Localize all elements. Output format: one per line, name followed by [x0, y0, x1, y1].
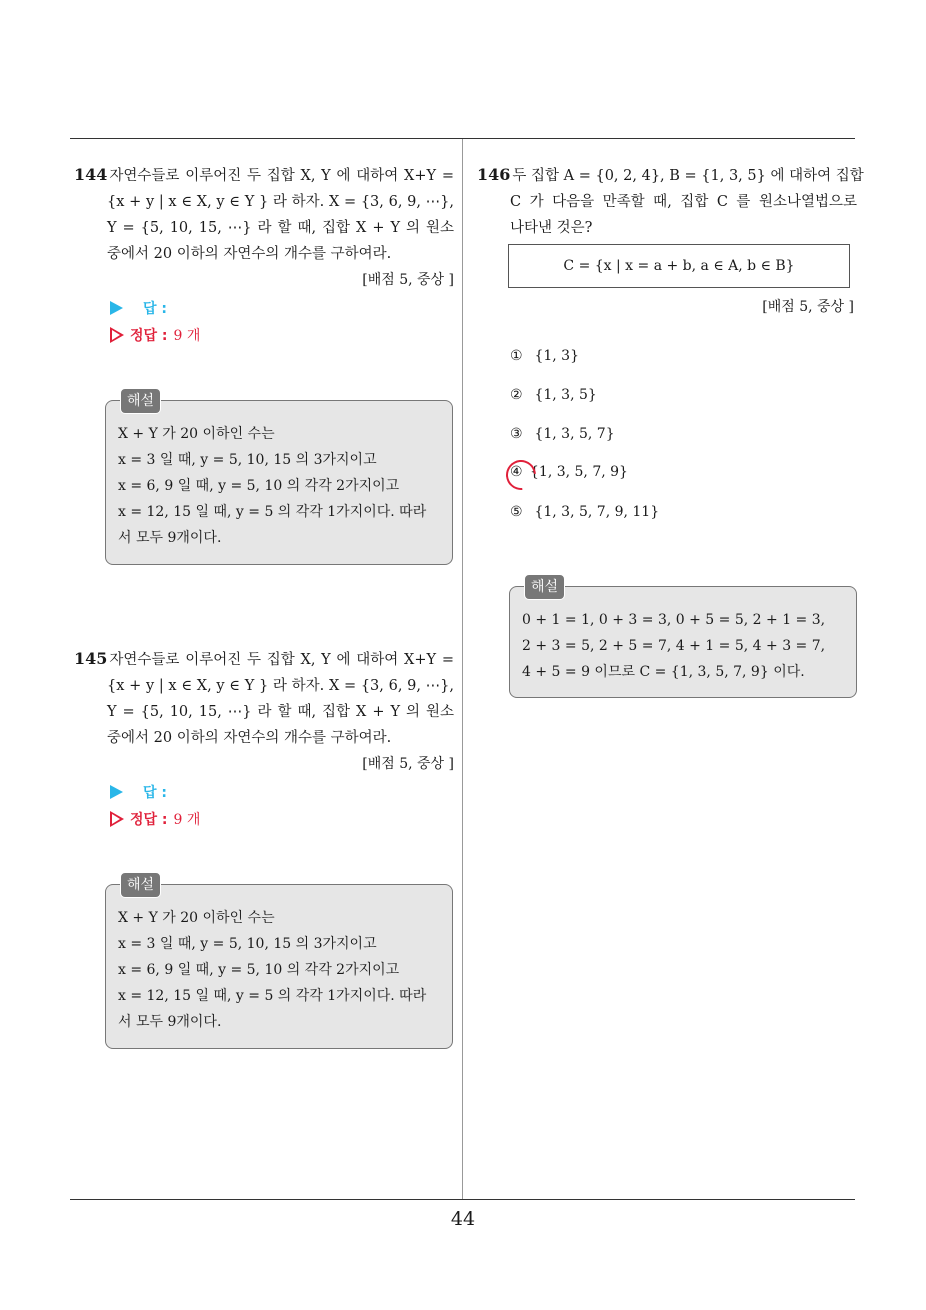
problem-text-line: 중에서 20 이하의 자연수의 개수를 구하여라.: [107, 246, 392, 262]
problem-text-line: 중에서 20 이하의 자연수의 개수를 구하여라.: [107, 730, 392, 746]
solution-line: x = 6, 9 일 때, y = 5, 10 의 각각 2가지이고: [118, 478, 400, 494]
solution-line: x = 6, 9 일 때, y = 5, 10 의 각각 2가지이고: [118, 962, 400, 978]
answer-row: [110, 298, 167, 318]
outline-triangle-icon: [110, 811, 124, 827]
points-label: [배점 5, 중상 ]: [362, 756, 454, 772]
correct-answer-row: [110, 325, 200, 345]
problem-text-line: {x + y | x ∈ X, y ∈ Y } 라 하자. X = {3, 6, 9, ⋯},: [107, 678, 454, 694]
problem-144: [74, 162, 454, 293]
choice-3[interactable]: [510, 426, 615, 442]
problem-145: [74, 646, 454, 777]
points-container: [477, 294, 854, 320]
choice-text: {1, 3, 5}: [534, 387, 597, 403]
solution-line: X + Y 가 20 이하인 수는: [118, 426, 275, 442]
solution-line: x = 12, 15 일 때, y = 5 의 각각 1가지이다. 따라: [118, 988, 427, 1004]
outline-triangle-icon: [110, 327, 124, 343]
correct-value: 9 개: [173, 812, 201, 828]
column-divider: [462, 139, 463, 1199]
problem-number: 145: [74, 649, 108, 668]
correct-answer-row: [110, 809, 200, 829]
answer-label: 답 :: [143, 785, 167, 801]
solution-tag: 해설: [524, 574, 565, 600]
solution-box: [105, 393, 453, 565]
choice-text: {1, 3, 5, 7}: [534, 426, 615, 442]
choice-2[interactable]: [510, 387, 597, 403]
solution-line: 서 모두 9개이다.: [118, 530, 222, 546]
problem-text-line: 144 자연수들로 이루어진 두 집합 X, Y 에 대하여 X+Y =: [74, 165, 454, 184]
page-number: 44: [450, 1208, 476, 1230]
correct-label: 정답 :: [130, 812, 168, 828]
problem-text-line: 145 자연수들로 이루어진 두 집합 X, Y 에 대하여 X+Y =: [74, 649, 454, 668]
condition-box: C = {x | x = a + b, a ∈ A, b ∈ B}: [508, 244, 850, 288]
problem-text-line: 146 두 집합 A = {0, 2, 4}, B = {1, 3, 5} 에 대하여 집합: [477, 165, 864, 184]
problem-text-line: C 가 다음을 만족할 때, 집합 C 를 원소나열법으로: [510, 194, 857, 210]
answer-label: 답 :: [143, 301, 167, 317]
correct-value: 9 개: [173, 328, 201, 344]
problem-number: 144: [74, 165, 108, 184]
solution-line: x = 12, 15 일 때, y = 5 의 각각 1가지이다. 따라: [118, 504, 427, 520]
solution-line: 서 모두 9개이다.: [118, 1014, 222, 1030]
footer-rule: [70, 1199, 855, 1200]
solution-box: [509, 579, 857, 698]
choice-text: {1, 3, 5, 7, 9, 11}: [534, 504, 660, 520]
problem-text-line: {x + y | x ∈ X, y ∈ Y } 라 하자. X = {3, 6, 9, ⋯},: [107, 194, 454, 210]
solution-line: x = 3 일 때, y = 5, 10, 15 의 3가지이고: [118, 452, 377, 468]
solution-box: [105, 877, 453, 1049]
problem-text-line: Y = {5, 10, 15, ⋯} 라 할 때, 집합 X + Y 의 원소: [107, 704, 454, 720]
problem-146: [477, 162, 864, 241]
play-triangle-icon: [110, 301, 123, 315]
choice-text: {1, 3, 5, 7, 9}: [530, 464, 628, 480]
solution-line: 4 + 5 = 9 이므로 C = {1, 3, 5, 7, 9} 이다.: [522, 664, 805, 680]
solution-line: X + Y 가 20 이하인 수는: [118, 910, 275, 926]
choice-text: {1, 3}: [534, 348, 579, 364]
choice-mark: ③: [510, 426, 523, 442]
choice-mark: ②: [510, 387, 523, 403]
choice-mark: ①: [510, 348, 523, 364]
choice-mark: ④: [510, 464, 523, 480]
play-triangle-icon: [110, 785, 123, 799]
solution-line: x = 3 일 때, y = 5, 10, 15 의 3가지이고: [118, 936, 377, 952]
problem-text-line: Y = {5, 10, 15, ⋯} 라 할 때, 집합 X + Y 의 원소: [107, 220, 454, 236]
solution-tag: 해설: [120, 872, 161, 898]
solution-line: 0 + 1 = 1, 0 + 3 = 3, 0 + 5 = 5, 2 + 1 = 3,: [522, 612, 826, 628]
answer-row: [110, 782, 167, 802]
answer-circle-icon: [500, 454, 542, 496]
solution-tag: 해설: [120, 388, 161, 414]
problem-number: 146: [477, 165, 511, 184]
choice-5[interactable]: [510, 504, 659, 520]
points-label: [배점 5, 중상 ]: [762, 299, 854, 315]
points-label: [배점 5, 중상 ]: [362, 272, 454, 288]
solution-line: 2 + 3 = 5, 2 + 5 = 7, 4 + 1 = 5, 4 + 3 = 7,: [522, 638, 826, 654]
problem-text-line: 나타낸 것은?: [510, 220, 593, 236]
choice-mark: ⑤: [510, 504, 523, 520]
correct-label: 정답 :: [130, 328, 168, 344]
choice-1[interactable]: [510, 348, 579, 364]
